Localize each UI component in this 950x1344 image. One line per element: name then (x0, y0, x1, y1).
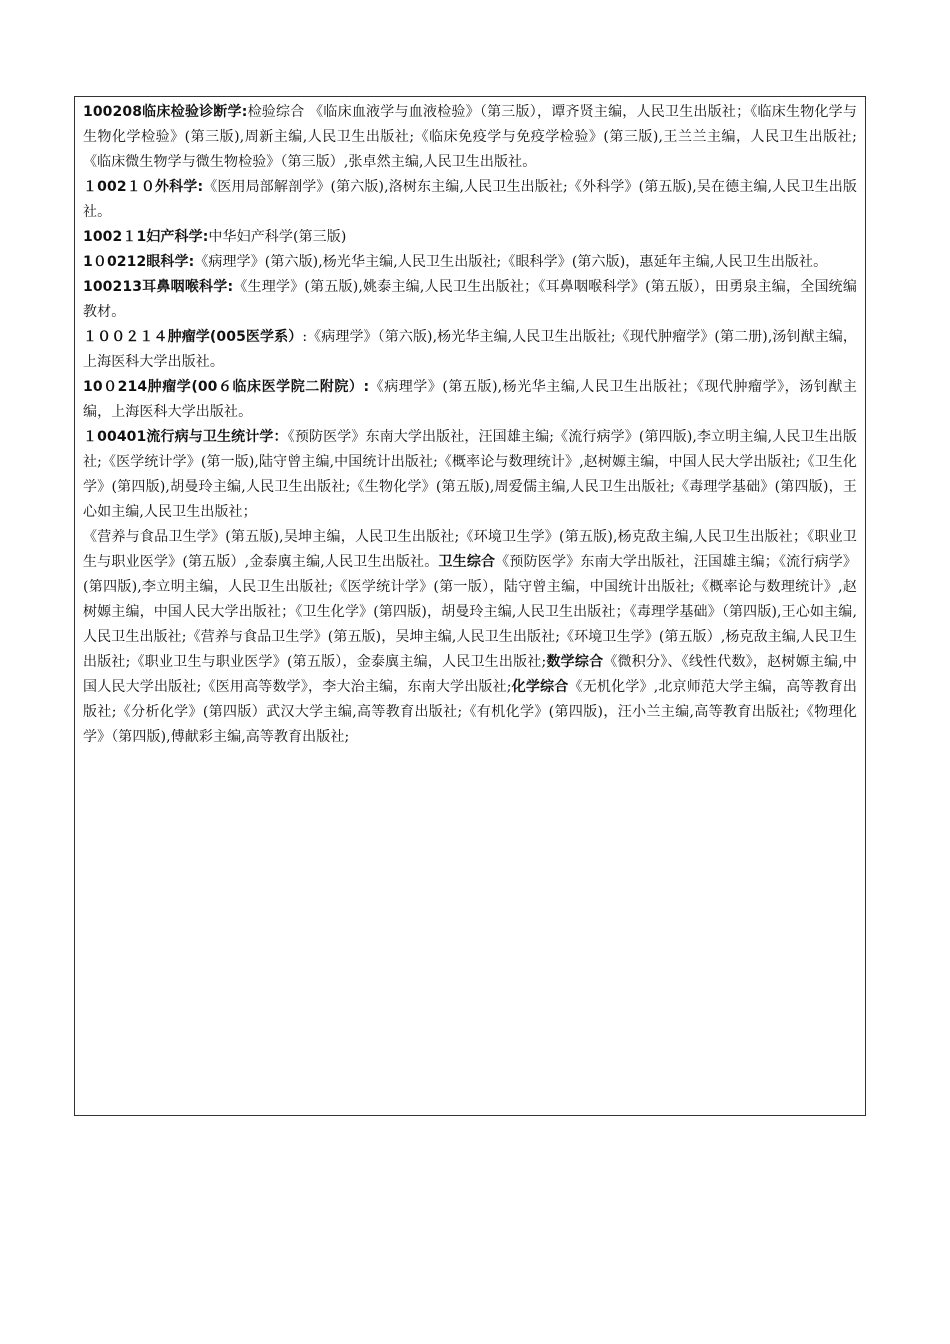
entry-heading: 100208临床检验诊断学: (83, 104, 248, 120)
segment-text: 《营养与食品卫生学》(第五版),吴坤主编，人民卫生出版社;《环境卫生学》(第五版),杨克敌主编,人民卫生出版社；《职业卫生与职业医学》(第五版）,金泰廙主编,人民卫生出版社。 (83, 529, 857, 570)
segment-text: 《预防医学》东南大学出版社，汪国雄主编；《流行病学》(第四版),李立明主编，人民卫生出版社;《医学统计学》(第一版），陆守曾主编，中国统计出版社;《概率论与数理统计》,赵树嫄主编，中国人民大学出版社；《卫生化学》(第四版)，胡曼玲主编,人民卫生出版社；《毒理学基础》（第四版),王心如主编,人民卫生出版社;《营养与食品卫生学》(第五版)，吴坤主编,人民卫生出版社;《环境卫生学》(第五版）,杨克敌主编,人民卫生出版社;《职业卫生与职业医学》(第五版），金泰廙主编，人民卫生出版社; (83, 554, 857, 670)
segment-text: 《无机化学》,北京师范大学主编，高等教育出版社;《分析化学》(第四版）武汉大学主编,高等教育出版社;《有机化学》(第四版)，汪小兰主编,高等教育出版社;《物理化学》（第四版),傅献彩主编,高等教育出版社; (83, 679, 857, 745)
entry-100214-a (83, 325, 857, 375)
segment-heading-health: 卫生综合 (438, 554, 496, 570)
entry-100401-continued (83, 525, 857, 750)
entry-100401 (83, 425, 857, 525)
entry-heading: １00401流行病与卫生统计学： (83, 429, 288, 445)
entry-heading: 1０0212眼科学: (83, 254, 195, 270)
entry-body: 《预防医学》东南大学出版社，汪国雄主编;《流行病学》(第四版),李立明主编,人民卫生出版社;《医学统计学》(第一版),陆守曾主编,中国统计出版社;《概率论与数理统计》,赵树嫄主编，中国人民大学出版社;《卫生化学》(第四版),胡曼玲主编,人民卫生出版社;《生物化学》(第五版),周爱儒主编,人民卫生出版社;《毒理学基础》(第四版)，王心如主编,人民卫生出版社； (83, 429, 857, 520)
entry-heading: １００２１４肿瘤学(005医学系） (83, 329, 303, 345)
segment-heading-math: 数学综合 (546, 654, 604, 670)
entry-heading: １002１０外科学: (83, 179, 204, 195)
entry-heading: 100213耳鼻咽喉科学: (83, 279, 234, 295)
entry-100213 (83, 275, 857, 325)
entry-body: 中华妇产科学(第三版) (208, 229, 347, 245)
entry-body: 《病理学》(第五版),杨光华主编,人民卫生出版社；《现代肿瘤学》，汤钊猷主编，上海医科大学出版社。 (83, 379, 857, 420)
segment-text: 《微积分》、《线性代数》，赵树嫄主编,中国人民大学出版社;《医用高等数学》，李大治主编，东南大学出版社; (83, 654, 857, 695)
entry-100212 (83, 250, 857, 275)
entry-heading: 1002１1妇产科学: (83, 229, 209, 245)
entry-body: 《生理学》(第五版),姚泰主编,人民卫生出版社；《耳鼻咽喉科学》(第五版），田勇泉主编，全国统编教材。 (83, 279, 857, 320)
entry-body: 《医用局部解剖学》(第六版),洛树东主编,人民卫生出版社;《外科学》(第五版),吴在德主编,人民卫生出版社。 (83, 179, 858, 220)
entry-100211 (83, 225, 857, 250)
entry-body: :《病理学》（第六版),杨光华主编,人民卫生出版社;《现代肿瘤学》(第二册),汤钊猷主编，上海医科大学出版社。 (83, 329, 857, 370)
document-table-cell (74, 96, 866, 1116)
entry-100214-b (83, 375, 857, 425)
segment-heading-chemistry: 化学综合 (511, 679, 569, 695)
entry-heading: 10０214肿瘤学(00６临床医学院二附院）: (83, 379, 370, 395)
entry-body: 《病理学》(第六版),杨光华主编,人民卫生出版社;《眼科学》(第六版)，惠延年主编,人民卫生出版社。 (194, 254, 828, 270)
entry-100208 (83, 100, 857, 175)
entry-body: 检验综合 《临床血液学与血液检验》（第三版），谭齐贤主编，人民卫生出版社；《临床生物化学与生物化学检验》(第三版),周新主编,人民卫生出版社;《临床免疫学与免疫学检验》(第三版),王兰兰主编，人民卫生出版社;《临床微生物学与微生物检验》（第三版）,张卓然主编,人民卫生出版社。 (83, 104, 857, 170)
entry-100210 (83, 175, 857, 225)
